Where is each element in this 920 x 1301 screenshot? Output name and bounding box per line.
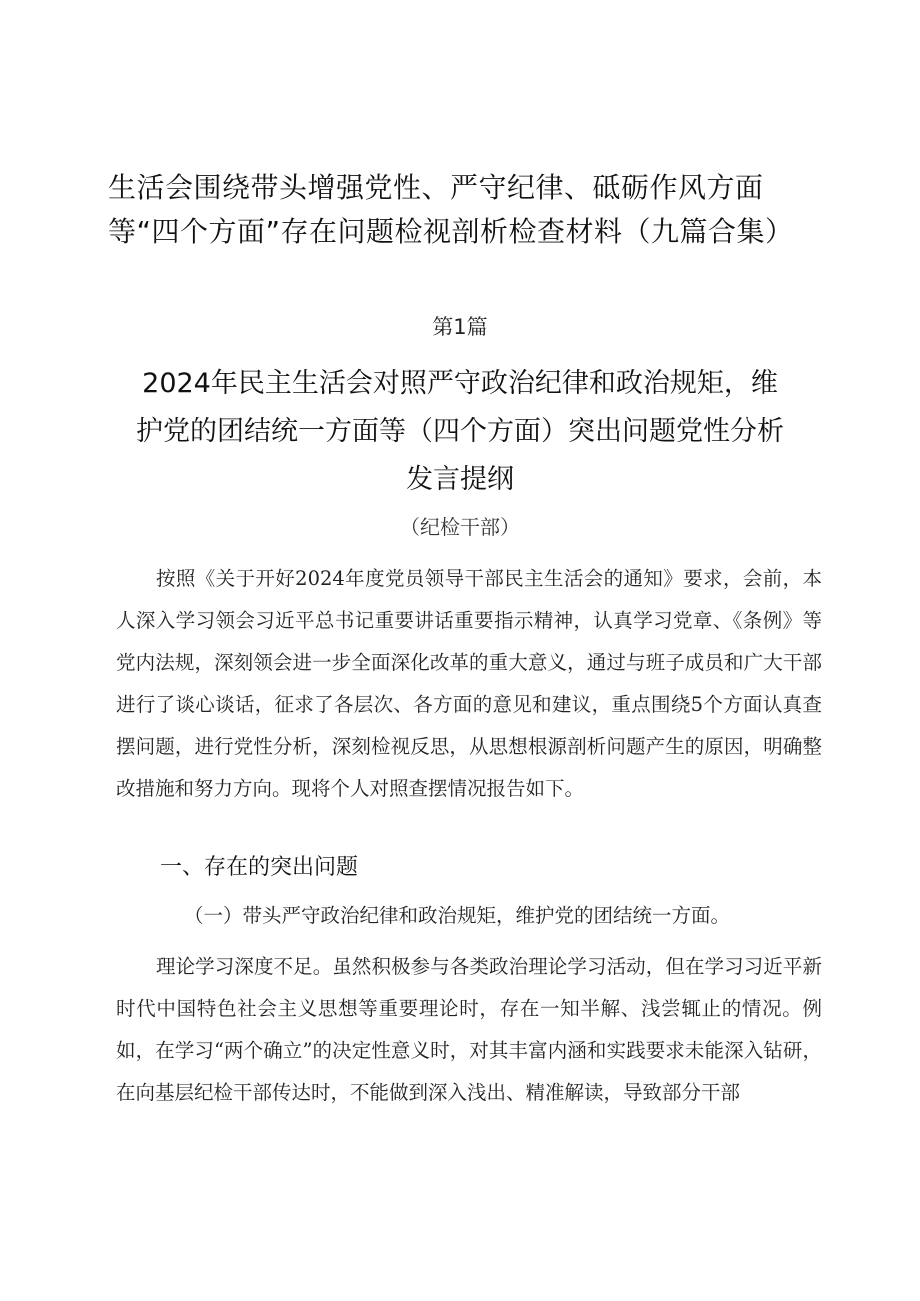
collection-title: 生活会围绕带头增强党性、严守纪律、砥砺作风方面等“四个方面”存在问题检视剖析检查材料（九篇合集） bbox=[108, 171, 794, 248]
body-paragraph: 理论学习深度不足。虽然积极参与各类政治理论学习活动，但在学习习近平新时代中国特色社会主义思想等重要理论时，存在一知半解、浅尝辄止的情况。例如，在学习“两个确立”的决定性意义时，对其丰富内涵和实践要求未能深入钻研，在向基层纪检干部传达时，不能做到深入浅出、精准解读，导致部分干部 bbox=[116, 955, 822, 1104]
section-heading: 一、存在的突出问题 bbox=[160, 855, 359, 880]
part-label: 第1篇 bbox=[432, 315, 488, 339]
intro-paragraph: 按照《关于开好2024年度党员领导干部民主生活会的通知》要求，会前，本人深入学习领会习近平总书记重要讲话重要指示精神，认真学习党章、《条例》等党内法规，深刻领会进一步全面深化改革的重大意义，通过与班子成员和广大干部进行了谈心谈话，征求了各层次、各方面的意见和建议，重点围绕5个方面认真查摆问题，进行党性分析，深刻检视反思，从思想根源剖析问题产生的原因，明确整改措施和努力方向。现将个人对照查摆情况报告如下。 bbox=[116, 567, 822, 800]
author-note: （纪检干部） bbox=[400, 515, 520, 539]
speech-title: 2024年民主生活会对照严守政治纪律和政治规矩，维护党的团结统一方面等（四个方面）突出问题党性分析发言提纲 bbox=[136, 368, 784, 495]
sub-heading: （一）带头严守政治纪律和政治规矩，维护党的团结统一方面。 bbox=[184, 904, 731, 927]
